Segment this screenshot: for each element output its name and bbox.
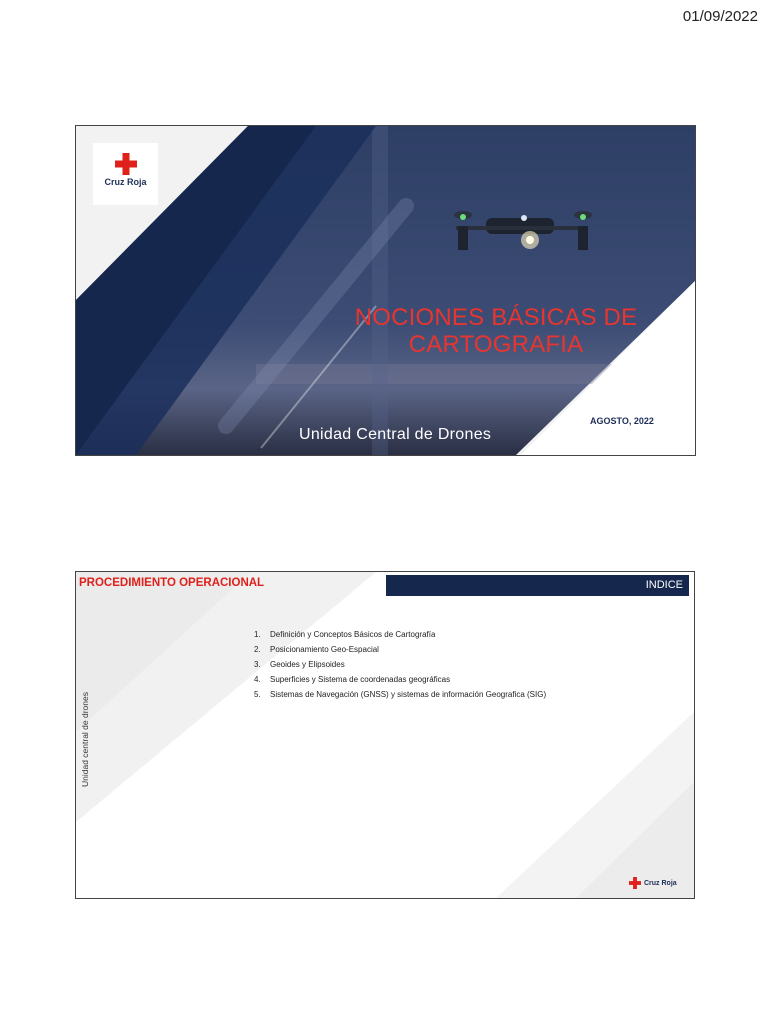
logo-text: Cruz Roja [104, 177, 147, 187]
slide-title-line2: CARTOGRAFIA [408, 331, 584, 358]
index-item-text: Definición y Conceptos Básicos de Cartografía [270, 630, 436, 639]
side-label: Unidad central de drones [80, 692, 90, 787]
cruz-roja-logo-small [629, 877, 677, 891]
slide-title [311, 304, 681, 358]
index-item-number: 1. [254, 630, 261, 639]
index-item [254, 627, 546, 642]
procedure-title: PROCEDIMIENTO OPERACIONAL [79, 577, 265, 589]
index-item-text: Sistemas de Navegación (GNSS) y sistemas de información Geografica (SIG) [270, 690, 547, 699]
slide-subtitle: Unidad Central de Drones [299, 426, 492, 443]
title-slide-background [76, 126, 695, 455]
index-slide-background [76, 572, 694, 898]
index-item-number: 2. [254, 645, 261, 654]
index-item-number: 4. [254, 675, 261, 684]
cruz-roja-logo [93, 143, 158, 205]
index-item-text: Superficies y Sistema de coordenadas geográficas [270, 675, 451, 684]
index-slide [75, 571, 695, 899]
logo-text: Cruz Roja [644, 879, 677, 887]
red-cross-icon [629, 877, 641, 889]
red-cross-icon [115, 153, 137, 175]
index-item [254, 687, 546, 702]
slide-date: AGOSTO, 2022 [590, 416, 654, 426]
index-item-text: Posicionamiento Geo-Espacial [270, 645, 379, 654]
index-item [254, 672, 546, 687]
index-item-text: Geoides y Elipsoides [270, 660, 345, 669]
index-item-number: 5. [254, 690, 261, 699]
index-list [254, 627, 546, 702]
index-header-bar [386, 575, 689, 596]
title-slide [75, 125, 696, 456]
index-header-label: INDICE [645, 579, 683, 591]
index-item-number: 3. [254, 660, 261, 669]
index-item [254, 657, 546, 672]
index-item [254, 642, 546, 657]
page-date: 01/09/2022 [682, 8, 758, 25]
slide-title-line1: NOCIONES BÁSICAS DE [354, 304, 638, 331]
